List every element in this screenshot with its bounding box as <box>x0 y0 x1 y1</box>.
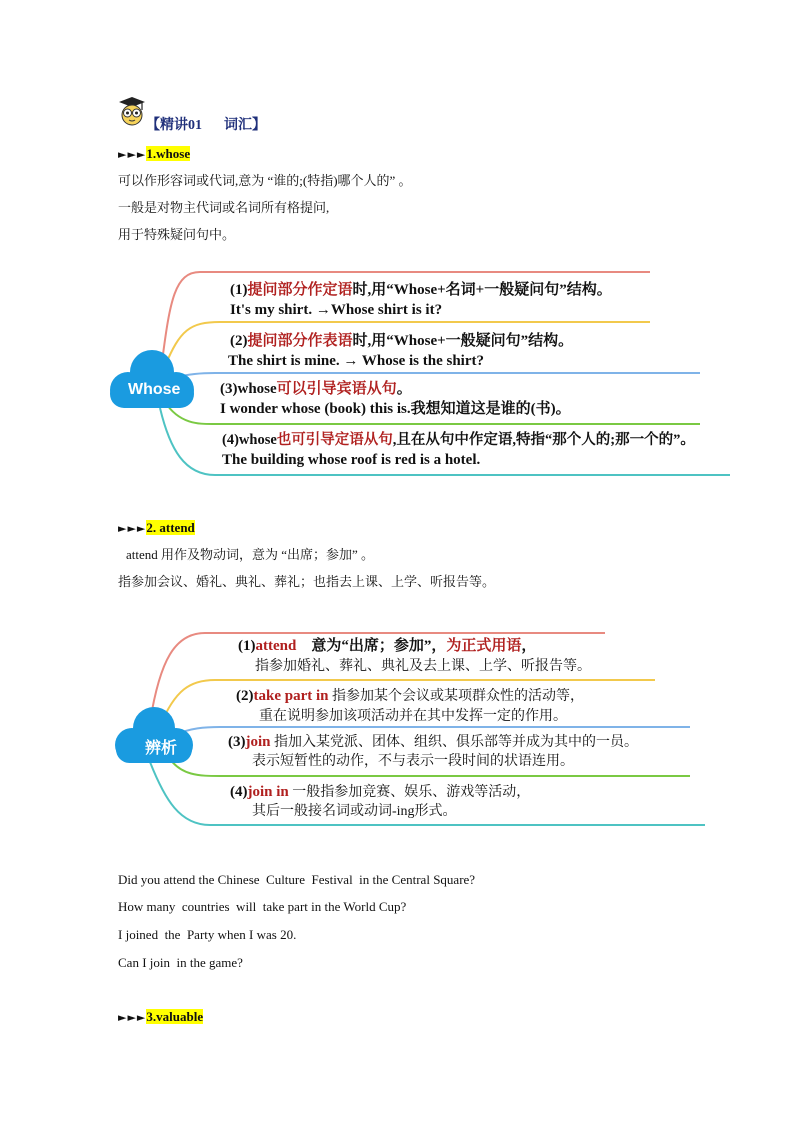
triple-arrow-icon: ►►► <box>118 148 147 161</box>
section-title: 【精讲01 词汇】 <box>146 118 266 133</box>
section1-line-2: 一般是对物主代词或名词所有格提问, <box>118 200 330 215</box>
example-sentence-3: I joined the Party when I was 20. <box>118 927 297 942</box>
whose-item-1-example: It's my shirt. →Whose shirt is it? <box>230 302 443 318</box>
whose-item-2-example: The shirt is mine. → Whose is the shirt? <box>228 353 484 369</box>
whose-item-3-example: I wonder whose (book) this is.我想知道这是谁的(书)。 <box>220 401 571 417</box>
example-sentence-1: Did you attend the Chinese Culture Festival in the Central Square? <box>118 872 476 887</box>
attend-item-3-example: 表示短暂性的动作，不与表示一段时间的状语连用。 <box>252 754 574 769</box>
section1-heading: ►►►1.whose <box>118 146 191 161</box>
triple-arrow-icon: ►►► <box>118 1011 147 1024</box>
section1-line-3: 用于特殊疑问句中。 <box>118 227 236 242</box>
whose-item-2: (2)提问部分作表语时,用“Whose+一般疑问句”结构。 <box>230 333 574 349</box>
triple-arrow-icon: ►►► <box>118 522 147 535</box>
whose-item-4-example: The building whose roof is red is a hotel. <box>222 452 481 468</box>
whose-cloud-label: Whose <box>128 381 181 398</box>
whose-item-1: (1)提问部分作定语时,用“Whose+名词+一般疑问句”结构。 <box>230 282 612 298</box>
attend-item-4-example: 其后一般接名词或动词-ing形式。 <box>252 804 457 819</box>
attend-item-2: (2)take part in 指参加某个会议或某项群众性的活动等， <box>236 688 584 704</box>
section2-heading: ►►►2. attend <box>118 520 195 535</box>
whose-item-4: (4)whose也可引导定语从句,且在从句中作定语,特指“那个人的;那一个的”。 <box>222 432 695 448</box>
attend-item-1: (1)attend 意为“出席；参加”，为正式用语， <box>238 638 537 654</box>
example-sentence-2: How many countries will take part in the World Cup? <box>118 899 407 914</box>
whose-item-3: (3)whose可以引导宾语从句。 <box>220 381 412 397</box>
attend-item-3: (3)join 指加入某党派、团体、组织、俱乐部等并成为其中的一员。 <box>228 734 639 750</box>
attend-item-4: (4)join in 一般指参加竞赛、娱乐、游戏等活动， <box>230 784 531 800</box>
attend-item-2-example: 重在说明参加该项活动并在其中发挥一定的作用。 <box>259 709 567 724</box>
section1-line-1: 可以作形容词或代词,意为 “谁的;(特指)哪个人的” 。 <box>118 173 412 188</box>
bianxi-cloud-label: 辨析 <box>145 740 178 757</box>
example-sentence-4: Can I join in the game? <box>118 955 243 970</box>
section3-heading: ►►►3.valuable <box>118 1009 204 1024</box>
section2-line-1: attend 用作及物动词，意为 “出席；参加” 。 <box>126 547 375 562</box>
attend-item-1-example: 指参加婚礼、葬礼、典礼及去上课、上学、听报告等。 <box>255 659 591 674</box>
section2-line-2: 指参加会议、婚礼、典礼、葬礼；也指去上课、上学、听报告等。 <box>118 574 496 589</box>
